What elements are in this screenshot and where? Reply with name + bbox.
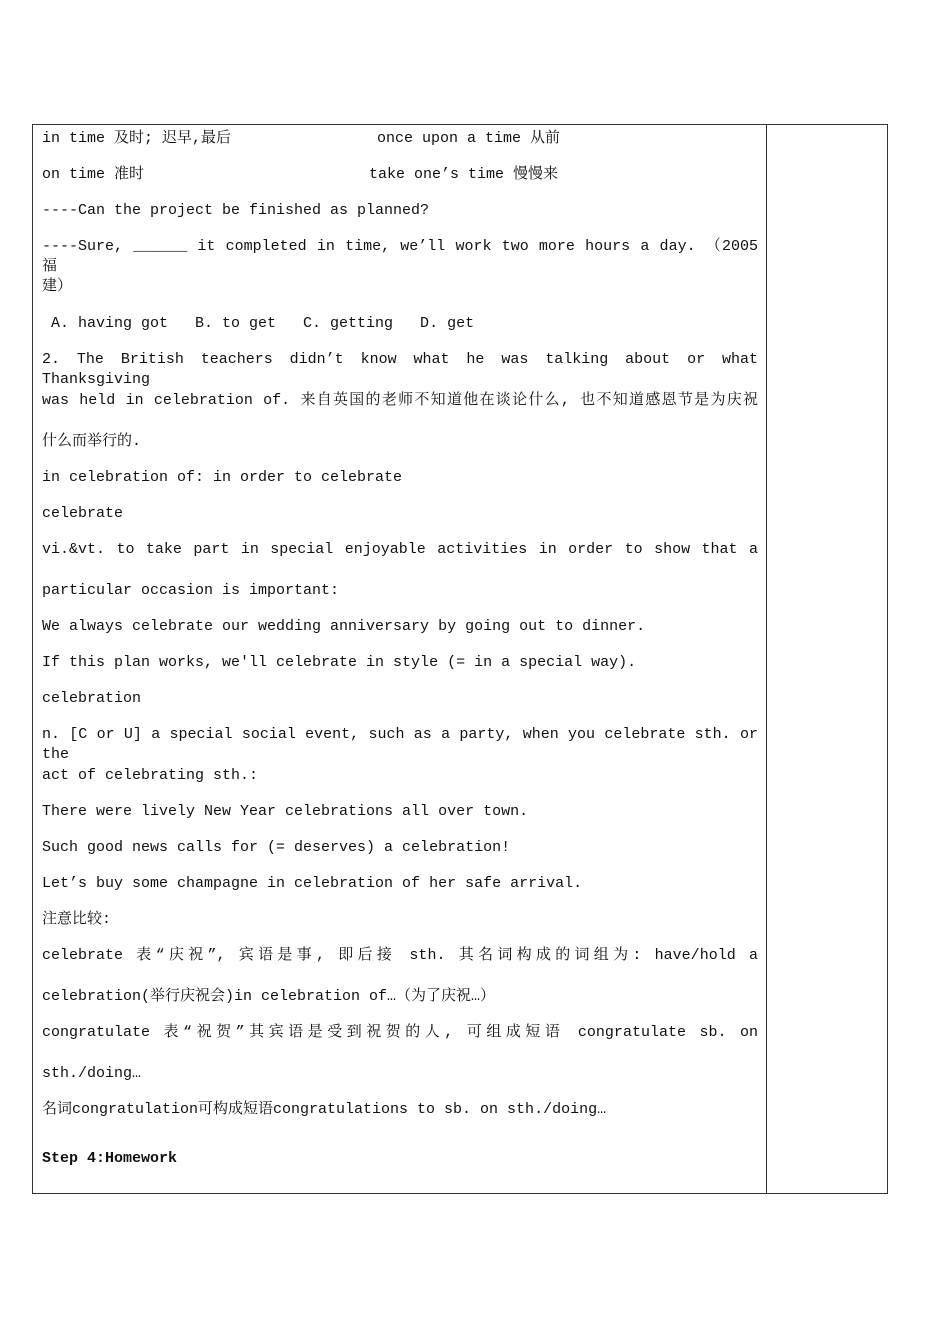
note-congratulate-end: sth./doing…	[42, 1065, 142, 1082]
phrase-take-ones-time: take one’s time 慢慢来	[369, 166, 559, 183]
celebrate-definition-end: particular occasion is important:	[42, 582, 340, 599]
sentence-2-english: 2. The British teachers didn’t know what he was talking about or what Thanksgiving	[42, 351, 758, 388]
note-celebrate-end: celebration(举行庆祝会)in celebration of…（为了庆祝…）	[42, 988, 496, 1005]
celebration-definition: n. [C or U] a special social event, such as a party, when you celebrate sth. or the	[42, 726, 758, 763]
note-heading: 注意比较:	[42, 911, 112, 928]
phrase-on-time: on time 准时	[42, 166, 145, 183]
sentence-2-translation-end: 什么而举行的.	[42, 433, 142, 450]
note-congratulation-noun: 名词congratulation可构成短语congratulations to sb. on sth./doing…	[42, 1101, 607, 1118]
phrase-once-upon-a-time: once upon a time 从前	[377, 130, 561, 147]
column-divider	[766, 125, 767, 1193]
word-celebration: celebration	[42, 690, 142, 707]
celebration-example-1: There were lively New Year celebrations all over town.	[42, 803, 529, 820]
note-celebrate: celebrate 表“庆祝”, 宾语是事, 即后接 sth. 其名词构成的词组为: have/hold a	[42, 947, 758, 964]
celebrate-example-2: If this plan works, we'll celebrate in style (= in a special way).	[42, 654, 637, 671]
exercise-question: ----Can the project be finished as planned?	[42, 202, 430, 219]
exercise-answer: ----Sure, ______ it completed in time, we’ll work two more hours a day. （2005 福	[42, 238, 758, 275]
celebration-example-3: Let’s buy some champagne in celebration of her safe arrival.	[42, 875, 583, 892]
lesson-table	[32, 124, 888, 1194]
celebrate-example-1: We always celebrate our wedding anniversary by going out to dinner.	[42, 618, 646, 635]
celebration-definition-end: act of celebrating sth.:	[42, 767, 259, 784]
note-congratulate: congratulate 表“祝贺”其宾语是受到祝贺的人, 可组成短语 congratulate sb. on	[42, 1024, 758, 1041]
word-celebrate: celebrate	[42, 505, 124, 522]
phrase-in-time: in time 及时; 迟早,最后	[42, 130, 232, 147]
exercise-options: A. having got B. to get C. getting D. get	[42, 315, 475, 332]
sentence-2-translation: was held in celebration of. 来自英国的老师不知道他在谈论什么, 也不知道感恩节是为庆祝	[42, 392, 758, 409]
celebrate-definition: vi.&vt. to take part in special enjoyable activities in order to show that a	[42, 541, 758, 558]
in-celebration-of-definition: in celebration of: in order to celebrate	[42, 469, 403, 486]
celebration-example-2: Such good news calls for (= deserves) a celebration!	[42, 839, 511, 856]
step-4-homework-heading: Step 4:Homework	[42, 1150, 178, 1167]
exercise-source-end: 建）	[42, 278, 73, 295]
